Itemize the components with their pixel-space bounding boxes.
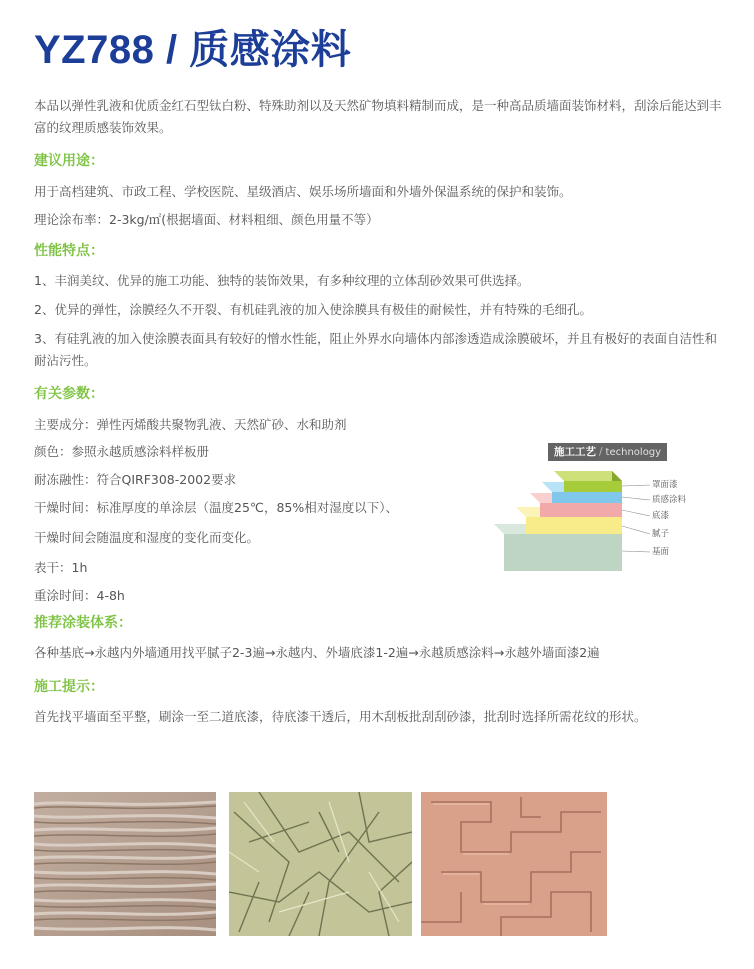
param-drying-time: 干燥时间：标准厚度的单涂层（温度25℃，85%相对湿度以下）、 xyxy=(34,500,398,515)
texture-layer-front xyxy=(552,492,622,503)
param-composition: 主要成分：弹性丙烯酸共聚物乳液、天然矿砂、水和助剂 xyxy=(34,417,347,432)
usage-text: 用于高档建筑、市政工程、学校医院、星级酒店、娱乐场所墙面和外墙外保温系统的保护和装饰。 xyxy=(34,184,572,199)
tips-heading: 施工提示： xyxy=(34,679,104,695)
coverage-rate-text: 理论涂布率：2-3kg/㎡(根据墙面、材料粗细、颜色用量不等） xyxy=(34,212,379,227)
base-layer-front xyxy=(504,534,622,571)
param-freeze-thaw: 耐冻融性：符合QIRF308-2002要求 xyxy=(34,472,237,487)
texture-sample-crackle xyxy=(229,792,412,936)
params-heading: 有关参数： xyxy=(34,386,104,402)
topcoat-layer-top xyxy=(554,471,622,481)
feature-item-1: 1、丰润美纹、优异的施工功能、独特的装饰效果，有多种纹理的立体刮砂效果可供选择。 xyxy=(34,273,530,288)
leader-line-base xyxy=(622,551,650,552)
layer-label-base: 基面 xyxy=(652,547,670,557)
usage-heading: 建议用途： xyxy=(34,153,104,169)
page-title: YZ788 / 质感涂料 xyxy=(34,28,352,72)
layer-label-putty: 腻子 xyxy=(652,529,670,539)
technology-label-en: technology xyxy=(605,447,662,458)
layer-diagram xyxy=(494,441,704,579)
leader-line-putty xyxy=(622,526,650,534)
tips-text: 首先找平墙面至平整，刷涂一至二道底漆，待底漆干透后，用木刮板批刮刮砂漆，批刮时选择所需花纹的形状。 xyxy=(34,709,647,724)
texture-sample-relief xyxy=(421,792,607,936)
leader-line-topcoat xyxy=(622,485,650,486)
technology-label-separator: / xyxy=(599,446,603,458)
system-text: 各种基底→永越内外墙通用找平腻子2-3遍→永越内、外墙底漆1-2遍→永越质感涂料→永越外墙面漆2遍 xyxy=(34,645,600,660)
layer-label-texture: 质感涂料 xyxy=(652,495,687,505)
topcoat-layer-front xyxy=(564,481,622,492)
features-heading: 性能特点： xyxy=(34,243,104,259)
param-recoat-time: 重涂时间：4-8h xyxy=(34,588,125,603)
param-surface-dry: 表干：1h xyxy=(34,560,88,575)
layer-label-topcoat: 罩面漆 xyxy=(652,480,678,490)
feature-item-2: 2、优异的弹性，涂膜经久不开裂、有机硅乳液的加入使涂膜具有极佳的耐候性，并有特殊的毛细孔。 xyxy=(34,302,592,317)
technology-label-zh: 施工工艺 xyxy=(554,446,596,458)
leader-line-primer xyxy=(622,510,650,516)
layer-label-primer: 底漆 xyxy=(652,511,670,521)
primer-layer-front xyxy=(540,503,622,517)
leader-line-texture xyxy=(622,497,650,500)
feature-item-3: 3、有硅乳液的加入使涂膜表面具有较好的憎水性能，阻止外界水向墙体内部渗透造成涂膜破坏，并且有极好的表面自洁性和耐沾污性。 xyxy=(34,331,717,368)
putty-layer-front xyxy=(526,517,622,534)
system-heading: 推荐涂装体系： xyxy=(34,615,132,631)
param-color: 颜色：参照永越质感涂料样板册 xyxy=(34,444,210,459)
param-drying-note: 干燥时间会随温度和湿度的变化而变化。 xyxy=(34,530,260,545)
layer-stack-graphic xyxy=(494,441,704,579)
intro-paragraph: 本品以弹性乳液和优质金红石型钛白粉、特殊助剂以及天然矿物填料精制而成，是一种高品质墙面装饰材料，刮涂后能达到丰富的纹理质感装饰效果。 xyxy=(34,98,722,135)
texture-sample-striated xyxy=(34,792,216,936)
